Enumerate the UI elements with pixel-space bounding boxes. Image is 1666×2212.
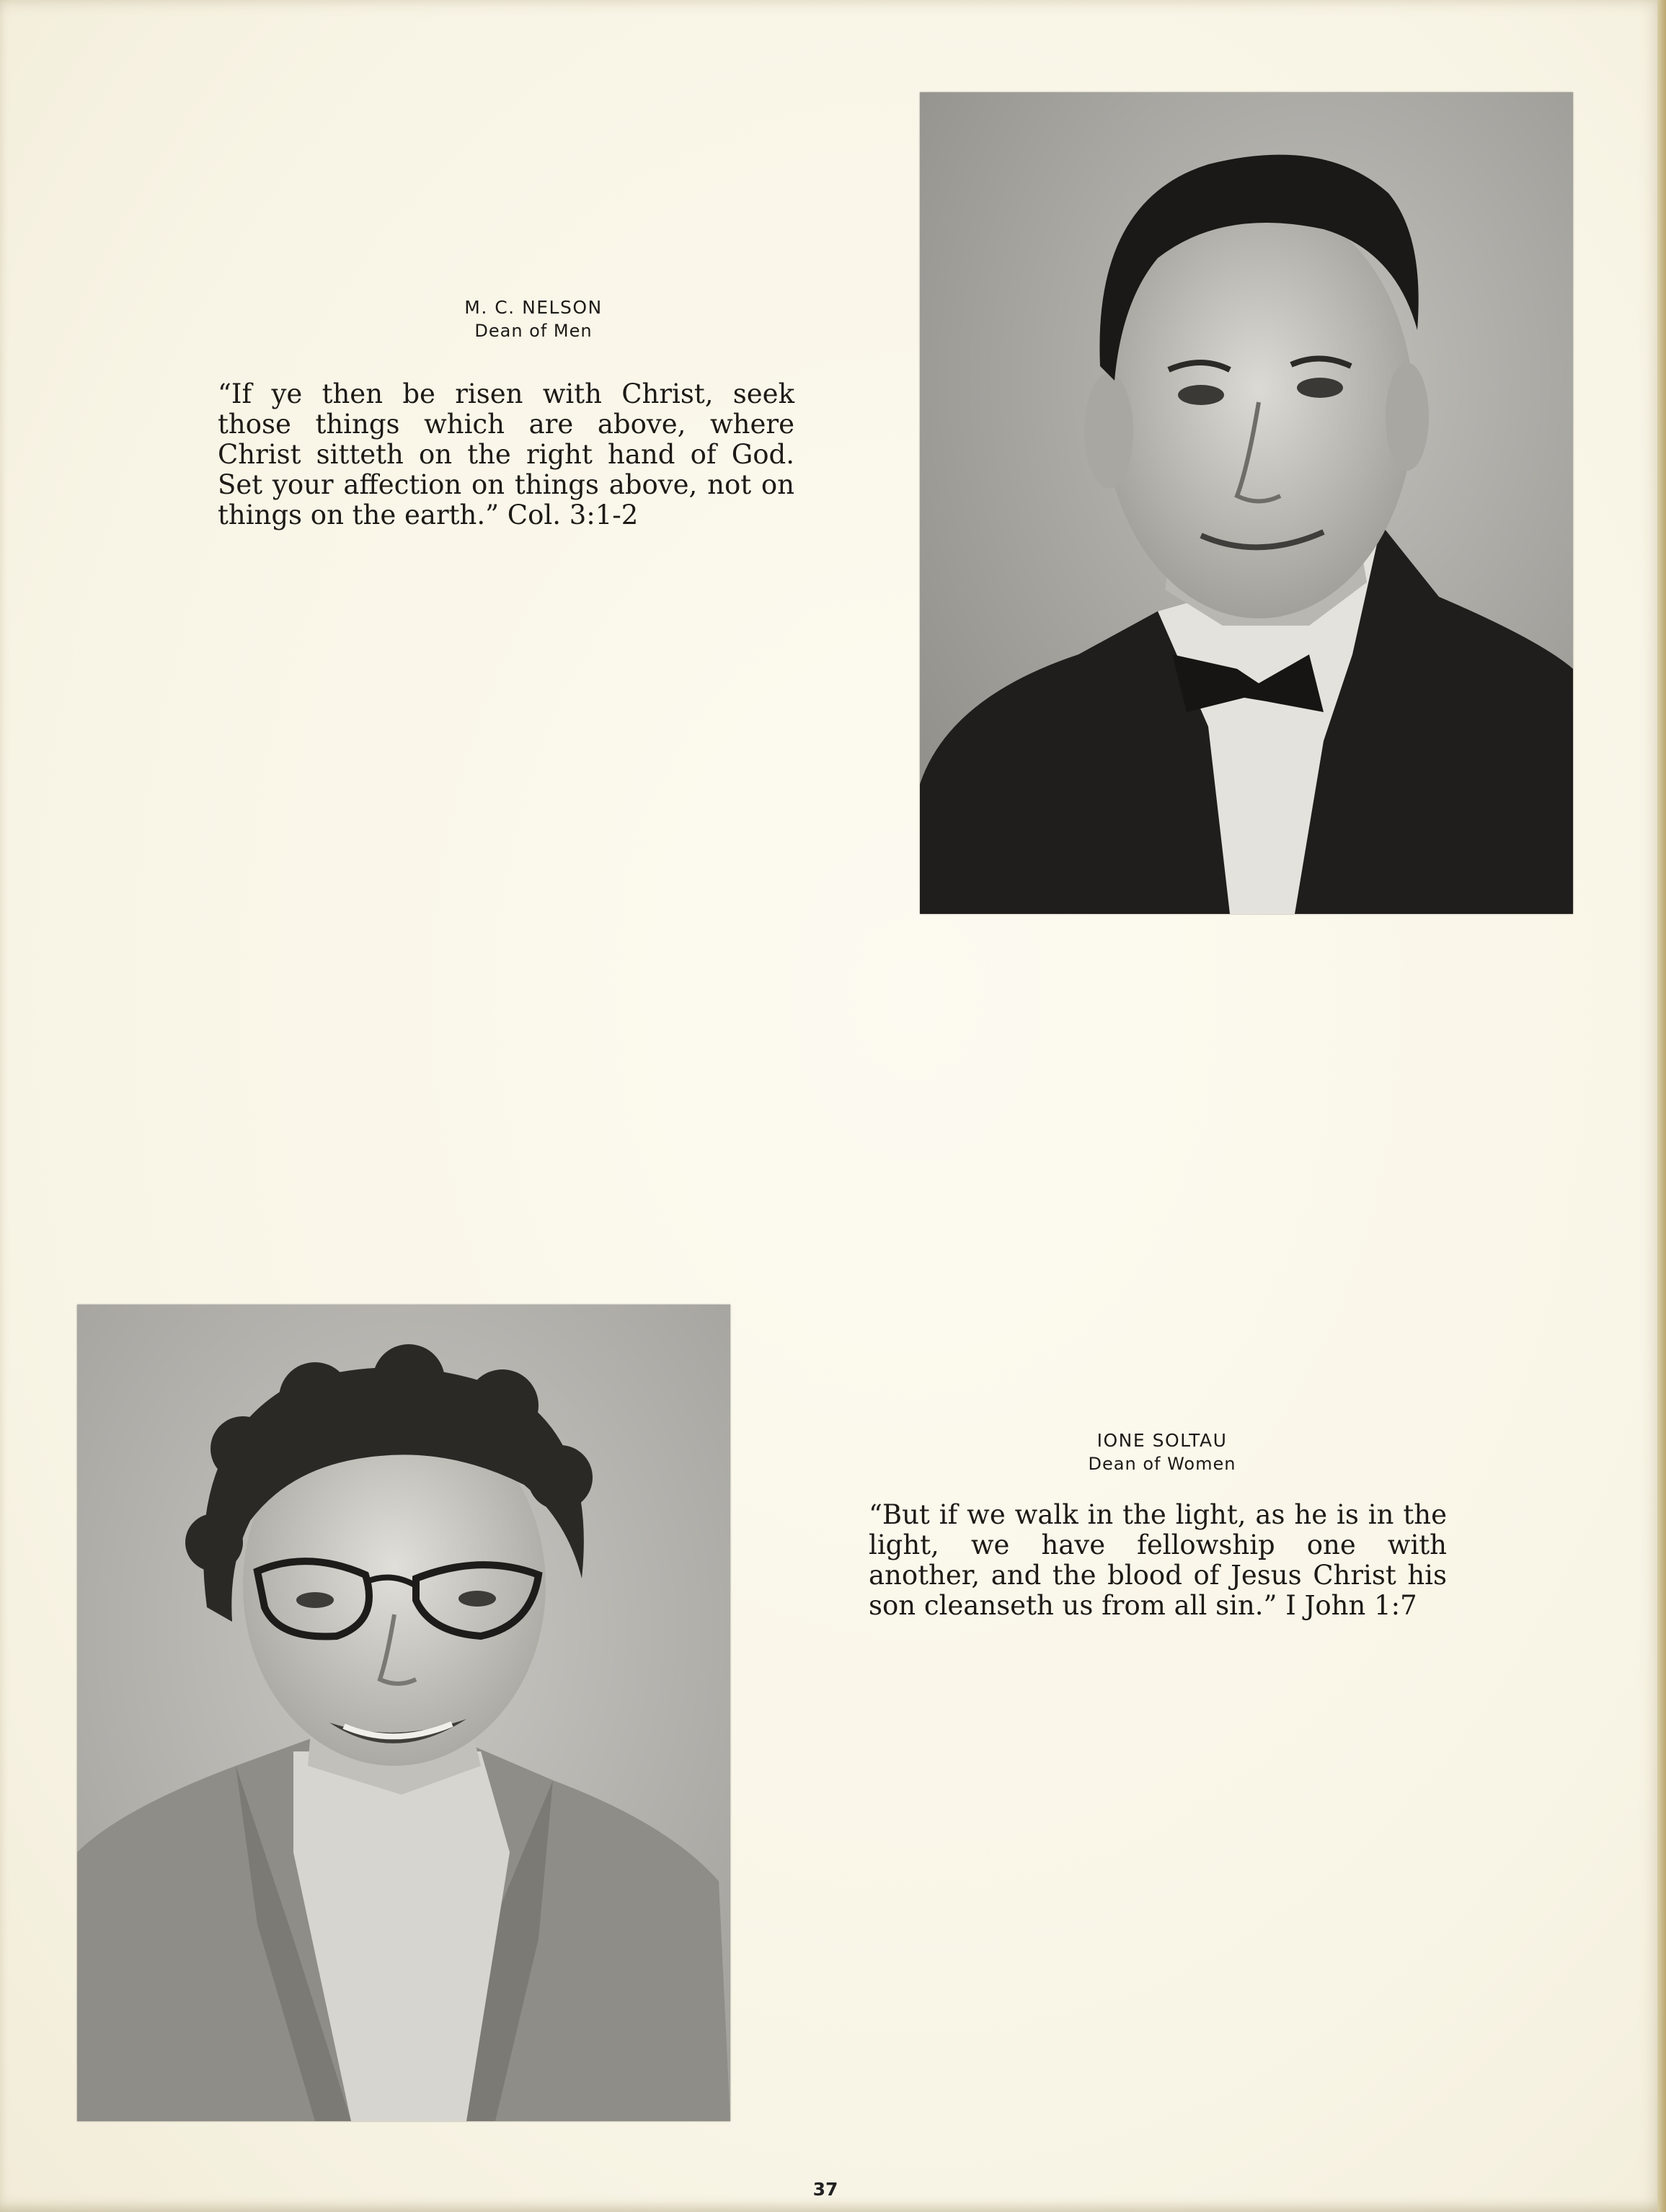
nelson-portrait	[920, 92, 1573, 914]
page-number: 37	[812, 2179, 838, 2200]
soltau-caption	[1032, 1429, 1292, 1475]
page-edge	[1657, 0, 1666, 2212]
nelson-quote: “If ye then be risen with Christ, seek those things which are above, where Christ sitteth on the right hand of God. Set your affection on things above, not on things on the earth.” Col. 3:1-2	[218, 378, 794, 530]
nelson-caption	[404, 296, 663, 342]
soltau-quote: “But if we walk in the light, as he is in the light, we have fellowship one with another, and the blood of Jesus Christ his son cleanseth us from all sin.” I John 1:7	[869, 1499, 1447, 1621]
soltau-portrait	[77, 1305, 730, 2121]
nelson-title: Dean of Men	[474, 321, 593, 341]
soltau-title: Dean of Women	[1088, 1454, 1236, 1474]
soltau-name: IONE SOLTAU	[1096, 1430, 1228, 1451]
nelson-name: M. C. NELSON	[464, 297, 603, 318]
